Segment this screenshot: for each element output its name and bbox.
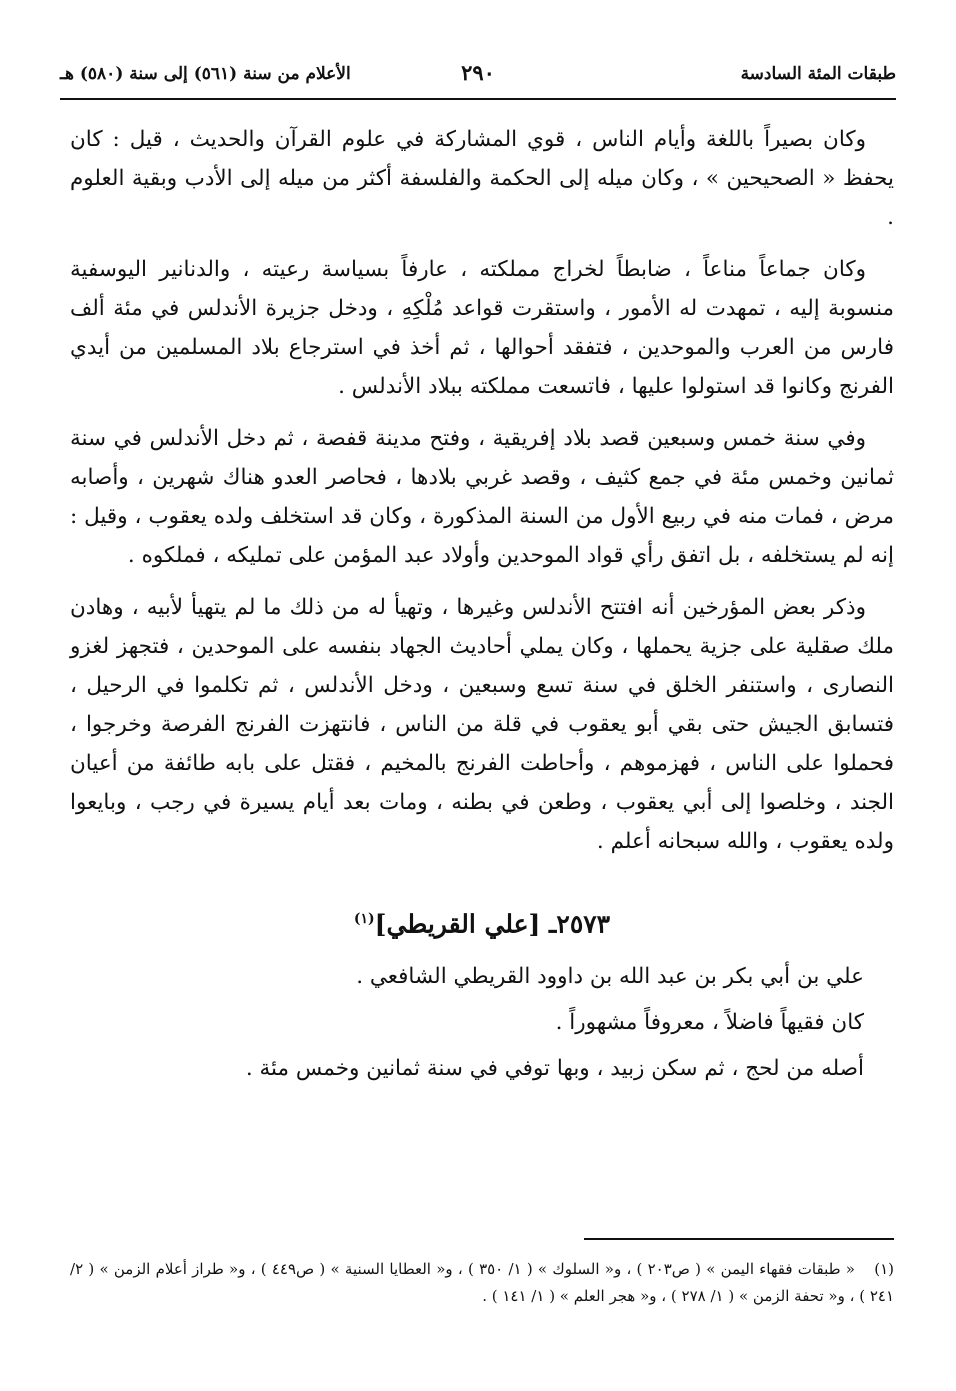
header-year-range: الأعلام من سنة (٥٦١) إلى سنة (٥٨٠) هـ: [60, 64, 351, 84]
paragraph-3: وفي سنة خمس وسبعين قصد بلاد إفريقية ، وفتح مدينة قفصة ، ثم دخل الأندلس في سنة ثمانين وخمس مئة في جمع كثيف ، وقصد غربي بلادها ، فحاصر العدو هناك شهرين ، وأصابه مرض ، فمات منه في ربيع الأول من السنة المذكورة ، وكان قد استخلف ولده يعقوب ، وقيل : إنه لم يستخلفه ، بل اتفق رأي قواد الموحدين وأولاد عبد المؤمن على تمليكه ، فملكوه .: [70, 426, 894, 568]
paragraph-1: وكان بصيراً باللغة وأيام الناس ، قوي المشاركة في علوم القرآن والحديث ، قيل : كان يحفظ « الصحيحين » ، وكان ميله إلى الحكمة والفلسفة أكثر من ميله إلى الأدب وبقية العلوم .: [70, 127, 894, 230]
paragraph-4: وذكر بعض المؤرخين أنه افتتح الأندلس وغيرها ، وتهيأ له من ذلك ما لم يتهيأ لأبيه ، وهادن ملك صقلية على جزية يحملها ، وكان يملي أحاديث الجهاد بنفسه على الموحدين ، فتجهز لغزو النصارى ، واستنفر الخلق في سنة تسع وسبعين ، ودخل الأندلس ، ثم تكلموا في الرحيل ، فتسابق الجيش حتى بقي أبو يعقوب في قلة من الناس ، فانتهزت الفرنج الفرصة وخرجوا ، فحملوا على الناس ، فهزموهم ، وأحاطت الفرنج بالمخيم ، فقتل على بابه طائفة من أعيان الجند ، وخلصوا إلى أبي يعقوب ، وطعن في بطنه ، ومات بعد أيام يسيرة في رجب ، وبايعوا ولده يعقوب ، والله سبحانه أعلم .: [70, 595, 894, 854]
entry-line-3: أصله من لحج ، ثم سكن زبيد ، وبها توفي في سنة ثمانين وخمس مئة .: [245, 1056, 864, 1082]
footnote-text: « طبقات فقهاء اليمن » ( ص٢٠٣ ) ، و« السلوك » ( ١/ ٣٥٠ ) ، و« العطايا السنية » ( ص٤٤٩ ) ، و« طراز أعلام الزمن » ( ٢/ ٢٤١ ) ، و« تحفة الزمن » ( ١/ ٢٧٨ ) ، و« هجر العلم » ( ١/ ١٤١ ) .: [70, 1260, 894, 1305]
entry-heading: [70, 897, 894, 946]
running-header: [60, 58, 896, 94]
header-book-section: طبقات المئة السادسة: [740, 64, 896, 84]
page-number: ٢٩٠: [461, 60, 495, 85]
footnote-divider: [584, 1238, 894, 1240]
footnote-number: (١): [874, 1260, 894, 1278]
header-divider: [60, 98, 896, 100]
main-text: [70, 120, 894, 1092]
entry-line-2: كان فقيهاً فاضلاً ، معروفاً مشهوراً .: [555, 1010, 864, 1036]
entry-title-text: ٢٥٧٣ـ [علي القريطي]: [374, 909, 611, 939]
entry-line-1: علي بن أبي بكر بن عبد الله بن داوود القريطي الشافعي .: [356, 964, 864, 990]
footnote-reference: (١): [353, 911, 375, 927]
paragraph-2: وكان جماعاً مناعاً ، ضابطاً لخراج مملكته ، عارفاً بسياسة رعيته ، والدنانير اليوسفية منسوبة إليه ، تمهدت له الأمور ، واستقرت قواعد مُلْكِهِ ، ودخل جزيرة الأندلس في مئة ألف فارس من العرب والموحدين ، فتفقد أحوالها ، ثم أخذ في استرجاع بلاد المسلمين من أيدي الفرنج وكانوا قد استولوا عليها ، فاتسعت مملكته ببلاد الأندلس .: [70, 257, 894, 399]
footnote: [70, 1256, 894, 1310]
